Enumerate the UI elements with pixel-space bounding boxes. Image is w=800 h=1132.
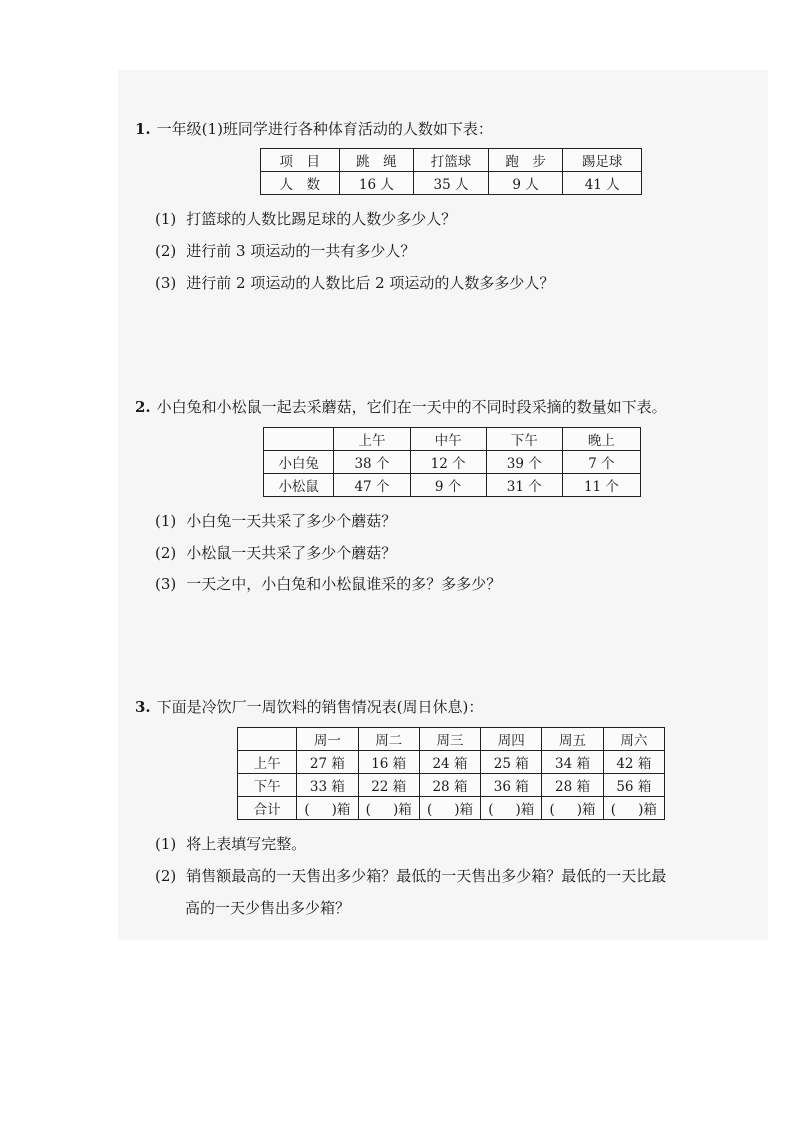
table-cell: 12 个 <box>410 451 486 474</box>
total-blank-cell <box>419 797 480 820</box>
table-cell: 周一 <box>297 728 358 751</box>
table-cell: 小白兔 <box>264 451 334 474</box>
table-cell: 下午 <box>238 774 297 797</box>
blank-close: )箱 <box>515 802 535 818</box>
table-cell: 跳 绳 <box>339 149 414 172</box>
table-cell: 跑 步 <box>488 149 563 172</box>
question-number: 1. <box>135 120 151 138</box>
table-cell: 上午 <box>334 428 410 451</box>
table-cell: 上午 <box>238 751 297 774</box>
sub-index: (1) <box>155 835 177 853</box>
total-blank-cell <box>542 797 603 820</box>
sub-text: 打篮球的人数比踢足球的人数少多少人？ <box>186 210 457 228</box>
question-number: 2. <box>135 398 151 416</box>
sub-question <box>155 510 396 531</box>
table-cell: 22 箱 <box>358 774 419 797</box>
sub-text: 销售额最高的一天售出多少箱？最低的一天售出多少箱？最低的一天比最 <box>186 867 667 885</box>
blank-close: )箱 <box>576 802 596 818</box>
sub-question <box>155 272 554 293</box>
sub-question <box>155 240 415 261</box>
sub-text: 一天之中，小白兔和小松鼠谁采的多？多多少？ <box>186 575 502 593</box>
sub-index: (3) <box>155 274 177 292</box>
blank-open: ( <box>488 802 494 818</box>
table-drink-sales <box>237 727 665 820</box>
table-cell: 28 箱 <box>542 774 603 797</box>
blank-close: )箱 <box>331 802 351 818</box>
table-row <box>261 149 642 172</box>
sub-index: (2) <box>155 867 177 885</box>
sub-text: 小白兔一天共采了多少个蘑菇？ <box>186 512 397 530</box>
sub-index: (2) <box>155 242 177 260</box>
sub-question <box>155 865 666 886</box>
table-cell: 11 个 <box>562 474 640 497</box>
blank-open: ( <box>549 802 555 818</box>
table-cell: 晚上 <box>562 428 640 451</box>
table-activity-counts <box>260 148 642 195</box>
table-cell: 踢足球 <box>563 149 642 172</box>
sub-index: (3) <box>155 575 177 593</box>
sub-index: (2) <box>155 544 177 562</box>
blank-open: ( <box>610 802 617 818</box>
sub-question <box>155 542 396 563</box>
table-cell: 中午 <box>410 428 486 451</box>
sub-text: 小松鼠一天共采了多少个蘑菇？ <box>186 544 397 562</box>
blank-close: )箱 <box>454 802 473 818</box>
table-cell: 周三 <box>419 728 480 751</box>
table-cell: 下午 <box>486 428 562 451</box>
blank-open: ( <box>426 802 433 818</box>
question-1-title <box>135 118 755 139</box>
table-cell: 35 人 <box>414 172 489 195</box>
sub-question <box>155 208 456 229</box>
table-cell: 7 个 <box>562 451 640 474</box>
table-cell: 人 数 <box>261 172 340 195</box>
total-blank-cell <box>603 797 664 820</box>
sub-text: 进行前 3 项运动的一共有多少人？ <box>186 242 416 260</box>
table-row <box>238 797 665 820</box>
question-3 <box>135 696 755 717</box>
sub-question <box>155 833 306 854</box>
table-cell <box>264 428 334 451</box>
table-cell: 33 箱 <box>297 774 358 797</box>
question-number: 3. <box>135 698 151 716</box>
table-cell: 42 箱 <box>603 751 664 774</box>
table-cell <box>238 728 297 751</box>
table-row <box>264 474 641 497</box>
table-cell: 打篮球 <box>414 149 489 172</box>
table-cell: 9 人 <box>488 172 563 195</box>
table-cell: 周六 <box>603 728 664 751</box>
table-cell: 周二 <box>358 728 419 751</box>
sub-question-continuation: 高的一天少售出多少箱？ <box>185 899 351 917</box>
question-text: 小白兔和小松鼠一起去采蘑菇，它们在一天中的不同时段采摘的数量如下表。 <box>156 398 667 416</box>
table-row <box>238 774 665 797</box>
sub-index: (1) <box>155 512 177 530</box>
table-cell: 36 箱 <box>481 774 542 797</box>
table-row <box>238 728 665 751</box>
table-cell: 24 箱 <box>419 751 480 774</box>
table-cell: 周五 <box>542 728 603 751</box>
question-text: 一年级(1)班同学进行各种体育活动的人数如下表： <box>156 120 493 138</box>
table-cell: 27 箱 <box>297 751 358 774</box>
table-cell: 周四 <box>481 728 542 751</box>
blank-close: )箱 <box>392 802 412 818</box>
table-cell: 合计 <box>238 797 297 820</box>
blank-open: ( <box>365 802 371 818</box>
table-cell: 56 箱 <box>603 774 664 797</box>
table-cell: 16 箱 <box>358 751 419 774</box>
table-row <box>264 451 641 474</box>
total-blank-cell <box>358 797 419 820</box>
question-2-title <box>135 396 755 417</box>
question-3-title <box>135 696 755 717</box>
table-cell: 小松鼠 <box>264 474 334 497</box>
table-cell: 25 箱 <box>481 751 542 774</box>
table-cell: 31 个 <box>486 474 562 497</box>
sub-text: 将上表填写完整。 <box>186 835 307 853</box>
table-row <box>238 751 665 774</box>
table-cell: 39 个 <box>486 451 562 474</box>
table-cell: 16 人 <box>339 172 414 195</box>
sub-index: (1) <box>155 210 177 228</box>
blank-open: ( <box>304 802 310 818</box>
table-cell: 38 个 <box>334 451 410 474</box>
table-cell: 34 箱 <box>542 751 603 774</box>
sub-question <box>155 573 501 594</box>
question-2 <box>135 396 755 417</box>
question-text: 下面是冷饮厂一周饮料的销售情况表(周日休息)： <box>156 698 484 716</box>
table-row <box>264 428 641 451</box>
table-mushroom-counts <box>263 427 641 497</box>
blank-close: )箱 <box>638 802 657 818</box>
table-cell: 9 个 <box>410 474 486 497</box>
sub-text: 进行前 2 项运动的人数比后 2 项运动的人数多多少人？ <box>186 274 555 292</box>
question-1 <box>135 118 755 139</box>
table-cell: 28 箱 <box>419 774 480 797</box>
total-blank-cell <box>297 797 358 820</box>
table-cell: 41 人 <box>563 172 642 195</box>
total-blank-cell <box>481 797 542 820</box>
table-row <box>261 172 642 195</box>
table-cell: 47 个 <box>334 474 410 497</box>
table-cell: 项 目 <box>261 149 340 172</box>
